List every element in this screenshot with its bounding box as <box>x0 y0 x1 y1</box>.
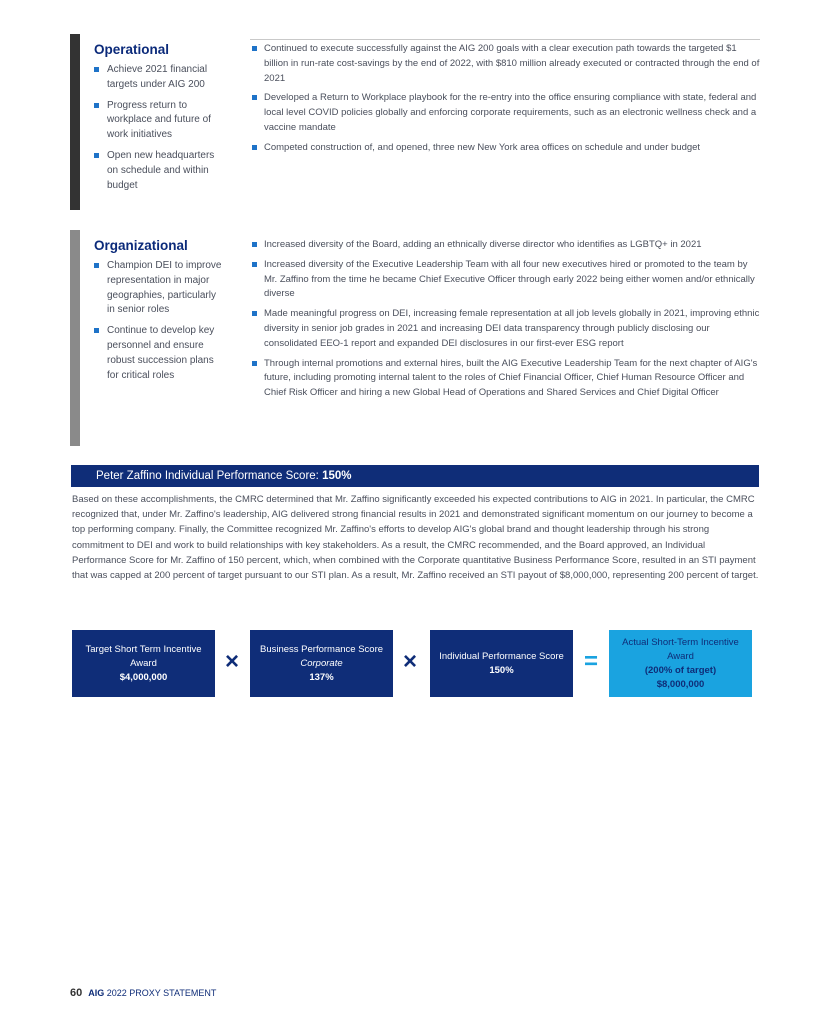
actual-award-box <box>609 630 752 697</box>
result-text: Increased diversity of the Board, adding an ethnically diverse director who identifies as LGBTQ+ in 2021 <box>264 239 702 250</box>
bullet-icon <box>252 145 257 150</box>
result-item <box>252 238 760 253</box>
box-sublabel: Corporate <box>300 657 343 669</box>
bullet-icon <box>94 263 99 268</box>
goal-item <box>94 99 224 143</box>
result-item <box>252 307 760 351</box>
goal-text: Continue to develop key personnel and ensure robust succession plans for critical roles <box>107 325 215 381</box>
organizational-goals <box>94 238 224 389</box>
box-value: $8,000,000 <box>656 678 705 690</box>
organizational-section <box>70 230 760 446</box>
organizational-results <box>252 238 760 406</box>
box-label: Target Short Term Incentive Award <box>85 643 202 669</box>
result-text: Continued to execute successfully against the AIG 200 goals with a clear execution path towards the targeted $1 billion in run-rate cost-savings by the end of 2022, with $810 million already executed or contracted through the end of 2021 <box>264 43 760 84</box>
goal-text: Open new headquarters on schedule and within budget <box>107 149 215 191</box>
goal-item <box>94 324 224 383</box>
box-value: 137% <box>309 671 334 683</box>
multiply-icon: × <box>402 648 417 675</box>
box-label: Business Performance Score <box>259 643 384 655</box>
result-item <box>252 258 760 302</box>
goal-text: Champion DEI to improve representation in major geographies, particularly in senior roles <box>107 260 222 316</box>
result-text: Competed construction of, and opened, three new New York area offices on schedule and under budget <box>264 141 701 153</box>
operational-goals <box>94 42 224 199</box>
section-bar <box>70 230 80 446</box>
bullet-icon <box>252 262 257 267</box>
goal-item <box>94 149 224 193</box>
operational-section <box>70 34 760 210</box>
result-text: Increased diversity of the Executive Leadership Team with all four new executives hired or promoted to the team by Mr. Zaffino from the time he became Chief Executive Officer through early 2022 being either women and/or ethnically diverse <box>264 258 755 300</box>
result-text: Made meaningful progress on DEI, increasing female representation at all job levels globally in 2021, improving ethnic diversity in senior job grades in 2021 and increasing DEI data transparency through publicly disclosing our consolidated EEO-1 report and expanded DEI disclosures in our first-ever ESG report <box>264 308 760 349</box>
equals-icon: = <box>583 648 598 675</box>
bullet-icon <box>94 103 99 108</box>
goal-item <box>94 63 224 93</box>
result-text: Through internal promotions and external hires, built the AIG Executive Leadership Team for the next chapter of AIG's future, including promoting internal talent to the roles of Chief Financial Officer, Chief Human Resource Officer and Chief Risk Officer and hiring a new Global Head of Operations and Shared Services and Chief Digital Officer <box>264 357 758 399</box>
operational-title: Operational <box>94 42 170 57</box>
score-value: 150% <box>322 470 352 482</box>
box-value: 150% <box>489 664 514 676</box>
box-label: Individual Performance Score <box>439 650 564 662</box>
bullet-icon <box>252 361 257 366</box>
result-item <box>252 357 760 401</box>
goal-text: Progress return to workplace and future of work initiatives <box>107 99 211 141</box>
box-label: Actual Short-Term Incentive Award <box>622 636 739 662</box>
individual-score-box <box>430 630 573 697</box>
bullet-icon <box>252 95 257 100</box>
result-text: Developed a Return to Workplace playbook for the re-entry into the office ensuring compliance with state, federal and local level COVID policies globally and enforcing corporate requirements, such as an electronic wellness check and a vaccine mandate <box>264 92 757 133</box>
score-label: Peter Zaffino Individual Performance Score: <box>96 470 323 482</box>
target-award-box <box>72 630 215 697</box>
divider <box>250 39 760 40</box>
organizational-title: Organizational <box>94 238 188 253</box>
business-score-box <box>250 630 393 697</box>
bullet-icon <box>94 153 99 158</box>
bullet-icon <box>252 311 257 316</box>
bullet-icon <box>252 46 257 51</box>
footer-title: 2022 PROXY STATEMENT <box>106 988 217 998</box>
page-number: 60 <box>70 987 83 999</box>
brand-logo: AIG <box>88 988 105 998</box>
body-paragraph: Based on these accomplishments, the CMRC determined that Mr. Zaffino significantly exceeded his expected contributions to AIG in 2021. In particular, the CMRC recognized that, under Mr. Zaffino's leadership, AIG delivered strong financial results in 2021 and demonstrated significant momentum on our journey to become a top performing company. Finally, the Committee recognized Mr. Zaffino's efforts to develop AIG's global brand and thought leadership through his strong commitment to DEI and work to build relationships with key stakeholders. As a result, the CMRC recommended, and the Board approved, an Individual Performance Score for Mr. Zaffino of 150 percent, which, when combined with the Corporate quantitative Business Performance Score, resulted in an STI payment that was capped at 200 percent of target pursuant to our STI plan. As a result, Mr. Zaffino received an STI payout of $8,000,000, representing 200 percent of target. <box>72 494 759 582</box>
multiply-icon: × <box>224 648 239 675</box>
bullet-icon <box>94 328 99 333</box>
bullet-icon <box>252 242 257 247</box>
goal-text: Achieve 2021 financial targets under AIG 200 <box>107 64 208 90</box>
section-bar <box>70 34 80 210</box>
result-item <box>252 141 760 156</box>
operational-results <box>252 42 760 161</box>
box-value: $4,000,000 <box>119 671 168 683</box>
performance-score-bar <box>71 465 759 487</box>
result-item <box>252 42 760 86</box>
goal-item <box>94 259 224 318</box>
box-sublabel: (200% of target) <box>644 664 717 676</box>
bullet-icon <box>94 67 99 72</box>
result-item <box>252 91 760 135</box>
page-footer <box>70 987 216 999</box>
